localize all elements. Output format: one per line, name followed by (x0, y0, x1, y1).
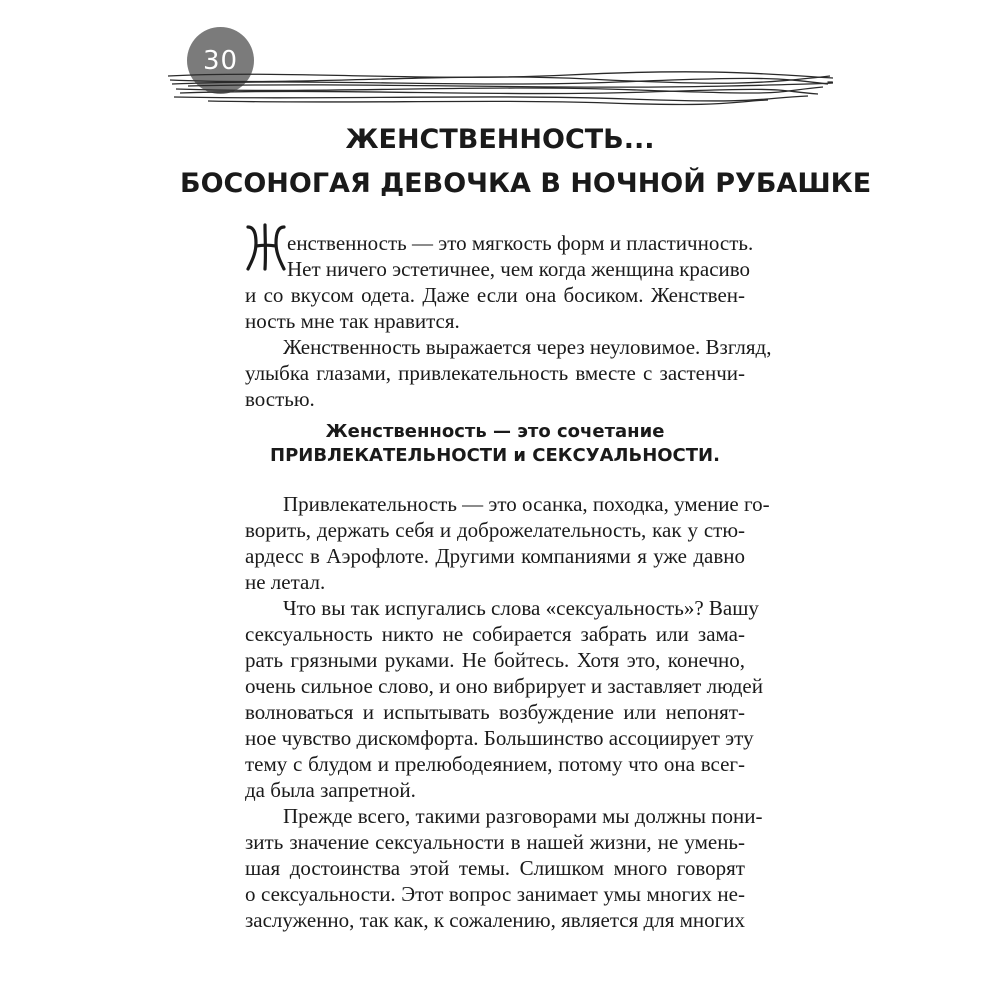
body-line: очень сильное слово, и оно вибрирует и заставляет людей (245, 674, 763, 698)
body-line: рать грязными руками. Не бойтесь. Хотя это, конечно, (245, 648, 745, 672)
intro-line: и со вкусом одета. Даже если она босиком. Женствен- (245, 283, 745, 307)
chapter-title (180, 118, 872, 206)
body-line: ворить, держать себя и доброжелательность, как у стю- (245, 518, 745, 542)
chapter-title-line-1: ЖЕНСТВЕННОСТЬ... (345, 124, 655, 155)
body-line: о сексуальности. Этот вопрос занимает умы многих не- (245, 882, 745, 906)
chapter-title-line-2: БОСОНОГАЯ ДЕВОЧКА В НОЧНОЙ РУБАШКЕ (180, 168, 872, 199)
body-line: Прежде всего, такими разговорами мы должны пони- (283, 804, 763, 828)
subheading-line-2: ПРИВЛЕКАТЕЛЬНОСТИ и СЕКСУАЛЬНОСТИ. (270, 445, 720, 466)
body-line: Привлекательность — это осанка, походка, умение го- (283, 492, 770, 516)
intro-line: енственность — это мягкость форм и пластичность. (287, 231, 754, 255)
body-line: сексуальность никто не собирается забрать или зама- (245, 622, 745, 646)
decorative-wavy-lines (168, 62, 833, 107)
intro-line: ность мне так нравится. (245, 309, 460, 333)
body-line: да была запретной. (245, 778, 416, 802)
body-line: Что вы так испугались слова «сексуальность»? Вашу (283, 596, 759, 620)
body-line: заслуженно, так как, к сожалению, является для многих (245, 908, 745, 932)
body-line: волноваться и испытывать возбуждение или непонят- (245, 700, 745, 724)
drop-cap-letter (244, 221, 288, 273)
intro-line: улыбка глазами, привлекательность вместе с застенчи- (245, 361, 745, 385)
body-line: ное чувство дискомфорта. Большинство ассоциирует эту (245, 726, 754, 750)
intro-line: востью. (245, 387, 315, 411)
body-line: ардесс в Аэрофлоте. Другими компаниями я уже давно (245, 544, 745, 568)
subheading-line-1: Женственность — это сочетание (325, 421, 665, 442)
body-line: тему с блудом и прелюбодеянием, потому что она всег- (245, 752, 745, 776)
intro-line: Нет ничего эстетичнее, чем когда женщина красиво (287, 257, 751, 281)
body-line: не летал. (245, 570, 326, 594)
body-line: зить значение сексуальности в нашей жизни, не умень- (245, 830, 745, 854)
intro-line: Женственность выражается через неуловимое. Взгляд, (283, 335, 772, 359)
body-line: шая достоинства этой темы. Слишком много говорят (245, 856, 745, 880)
page-number: 30 (202, 46, 239, 76)
